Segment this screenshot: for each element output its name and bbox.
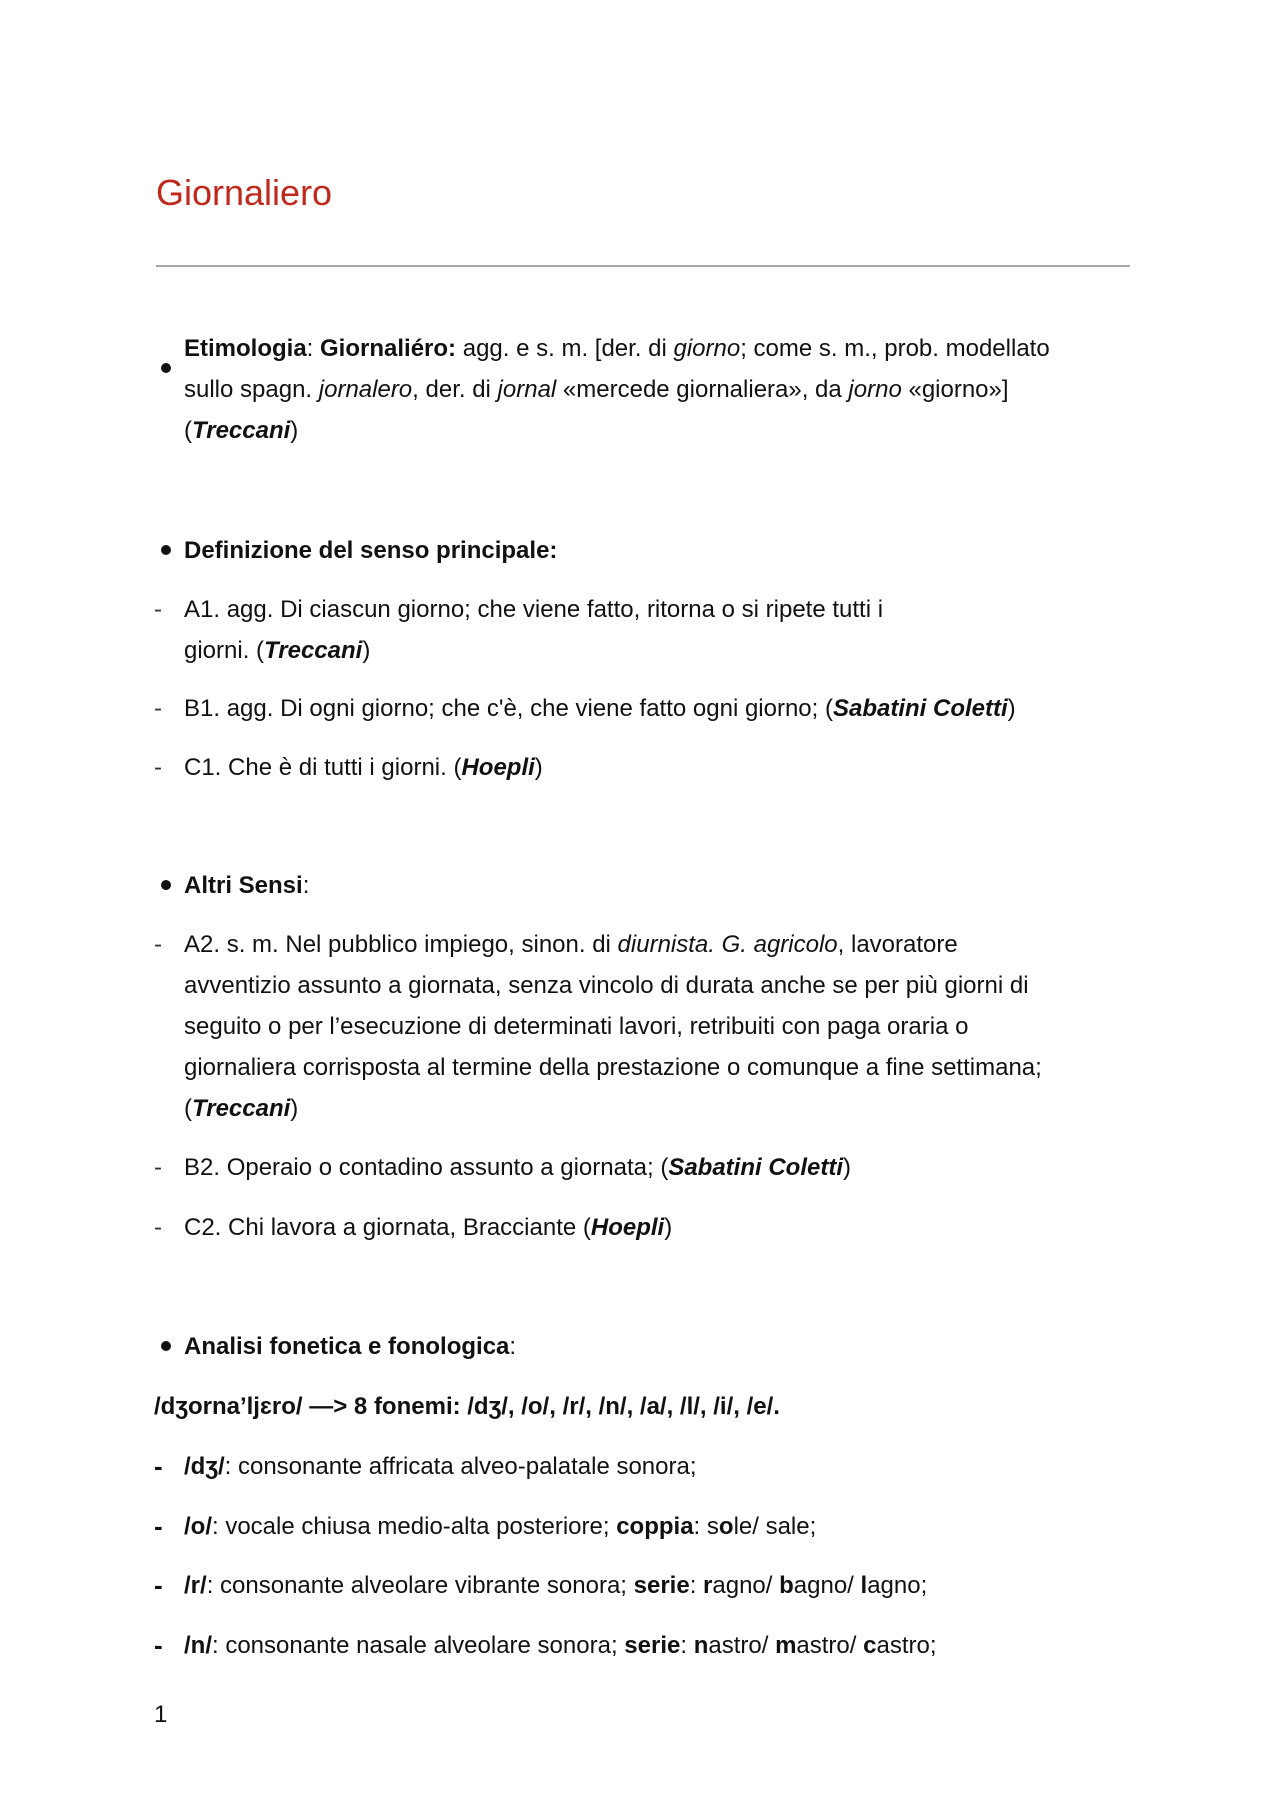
phoneme-item: /n/: consonante nasale alveolare sonora; serie: nastro/ mastro/ castro; bbox=[184, 1632, 937, 1659]
source-citation: Hoepli bbox=[590, 1214, 665, 1241]
etimologia-label: Etimologia bbox=[184, 335, 307, 362]
source-citation: Sabatini Coletti bbox=[832, 695, 1008, 722]
phoneme-item: /dʒ/: consonante affricata alveo-palatale sonora; bbox=[184, 1453, 697, 1480]
definition-item: C2. Chi lavora a giornata, Bracciante (Hoepli) bbox=[184, 1214, 673, 1241]
title-divider bbox=[156, 265, 1130, 267]
dash-marker: - bbox=[154, 1570, 163, 1600]
definition-item: C1. Che è di tutti i giorni. (Hoepli) bbox=[184, 754, 543, 781]
dash-marker: - bbox=[154, 754, 162, 781]
etimologia-headword: Giornaliéro: bbox=[320, 335, 457, 362]
phoneme-item: /o/: vocale chiusa medio-alta posteriore; coppia: sole/ sale; bbox=[184, 1513, 817, 1540]
dash-marker: - bbox=[154, 596, 162, 623]
dash-marker: - bbox=[154, 931, 162, 958]
source-citation: Hoepli bbox=[461, 754, 535, 781]
definizione-heading: Definizione del senso principale: bbox=[184, 537, 558, 564]
bullet-icon bbox=[161, 1341, 171, 1351]
bullet-icon bbox=[161, 880, 171, 890]
definition-item: A2. s. m. Nel pubblico impiego, sinon. di diurnista. G. agricolo, lavoratore avventizio assunto a giornata, senza vincolo di durata anche se per più giorni di seguito o per l’esecuzione di determinati lavori, retribuiti con paga oraria o giornaliera corrisposta al termine della prestazione o comunque a fine settimana; (Treccani) bbox=[184, 931, 1042, 1122]
dash-marker: - bbox=[154, 1451, 163, 1481]
dash-marker: - bbox=[154, 1154, 162, 1181]
dash-marker: - bbox=[154, 1214, 162, 1241]
definition-item: B1. agg. Di ogni giorno; che c'è, che viene fatto ogni giorno; (Sabatini Coletti) bbox=[184, 695, 1016, 722]
analisi-heading: Analisi fonetica e fonologica: bbox=[184, 1333, 517, 1360]
dash-marker: - bbox=[154, 695, 162, 722]
definition-item: A1. agg. Di ciascun giorno; che viene fatto, ritorna o si ripete tutti i giorni. (Treccani) bbox=[184, 596, 884, 664]
bullet-icon bbox=[161, 545, 171, 555]
phonetic-transcription: /dʒorna’ljɛro/ —> 8 fonemi: /dʒ/, /o/, /r/, /n/, /a/, /l/, /i/, /e/. bbox=[154, 1393, 780, 1420]
definition-item: B2. Operaio o contadino assunto a giornata; (Sabatini Coletti) bbox=[184, 1154, 851, 1181]
dash-marker: - bbox=[154, 1511, 163, 1541]
page-number: 1 bbox=[154, 1701, 168, 1728]
etimologia-paragraph: Etimologia: Giornaliéro: agg. e s. m. [der. di giorno; come s. m., prob. modellato sullo spagn. jornalero, der. di jornal «mercede giornaliera», da jorno «giorno»] (Treccani) bbox=[184, 335, 1050, 444]
source-citation: Treccani bbox=[192, 417, 291, 444]
phoneme-item: /r/: consonante alveolare vibrante sonora; serie: ragno/ bagno/ lagno; bbox=[184, 1572, 928, 1599]
dash-marker: - bbox=[154, 1630, 163, 1660]
altri-sensi-heading: Altri Sensi: bbox=[184, 872, 310, 899]
source-citation: Sabatini Coletti bbox=[668, 1154, 843, 1181]
source-citation: Treccani bbox=[264, 637, 363, 664]
bullet-icon bbox=[161, 363, 171, 373]
page-title: Giornaliero bbox=[156, 172, 333, 213]
source-citation: Treccani bbox=[192, 1095, 291, 1122]
